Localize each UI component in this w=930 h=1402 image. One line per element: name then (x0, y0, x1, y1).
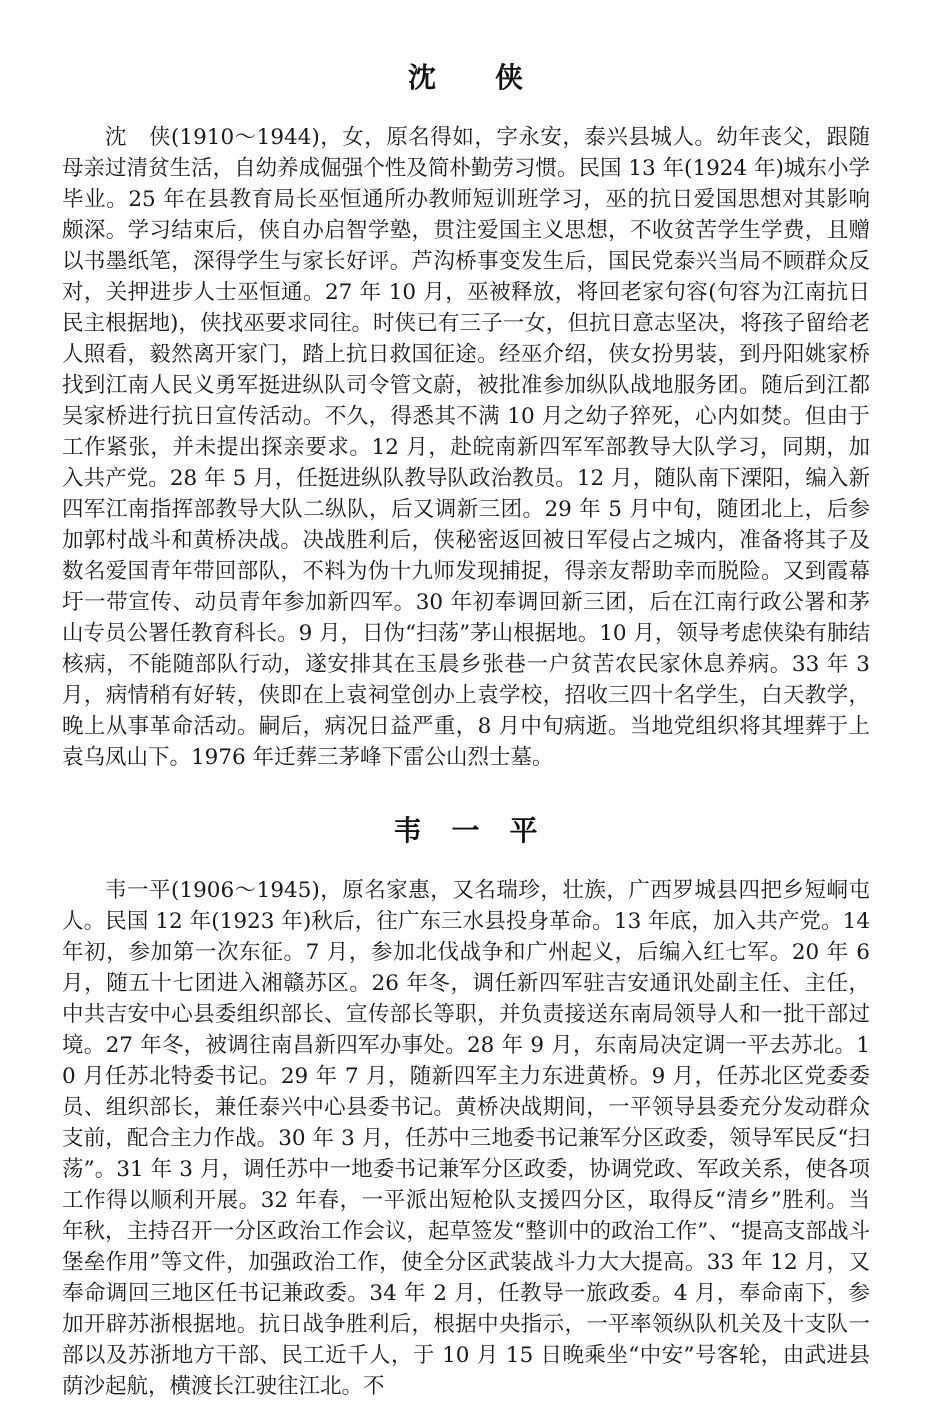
entry-title-shen-xia: 沈 侠 (407, 61, 524, 94)
entry-body-wei-yiping: 韦一平(1906～1945)，原名家惠，又名瑞珍，壮族，广西罗城县四把乡短峒屯人。民国 12 年(1923 年)秋后，往广东三水县投身革命。13 年底，加入共产党。14 年初，参加第一次东征。7 月，参加北伐战争和广州起义，后编入红七军。20 年 6 月，随五十七团进入湘赣苏区。26 年冬，调任新四军驻吉安通讯处副主任、主任，中共吉安中心县委组织部长、宣传部长等职，并负责接送东南局领导人和一批干部过境。27 年冬，被调往南昌新四军办事处。28 年 9 月，东南局决定调一平去苏北。10 月任苏北特委书记。29 年 7 月，随新四军主力东进黄桥。9 月，任苏北区党委委员、组织部长，兼任泰兴中心县委书记。黄桥决战期间，一平领导县委充分发动群众支前，配合主力作战。30 年 3 月，任苏中三地委书记兼军分区政委，领导军民反“扫荡”。31 年 3 月，调任苏中一地委书记兼军分区政委，协调党政、军政关系，使各项工作得以顺利开展。32 年春，一平派出短枪队支援四分区，取得反“清乡”胜利。当年秋，主持召开一分区政治工作会议，起草签发“整训中的政治工作”、“提高支部战斗堡垒作用”等文件，加强政治工作，使全分区武装战斗力大大提高。33 年 12 月，又奉命调回三地区任书记兼政委。34 年 2 月，任教导一旅政委。4 月，奉命南下，参加开辟苏浙根据地。抗日战争胜利后，根据中央指示，一平率领纵队机关及十支队一部以及苏浙地方干部、民工近千人，于 10 月 15 日晚乘坐“中安”号客轮，由武进县荫沙起航，横渡长江驶往江北。不 (62, 878, 870, 1399)
entry-title-wei-yiping: 韦 一 平 (393, 814, 539, 847)
entry-body-shen-xia: 沈 侠(1910～1944)，女，原名得如，字永安，泰兴县城人。幼年丧父，跟随母亲过清贫生活，自幼养成倔强个性及简朴勤劳习惯。民国 13 年(1924 年)城东小学毕业。25 年在县教育局长巫恒通所办教师短训班学习，巫的抗日爱国思想对其影响颇深。学习结束后，侠自办启智学塾，贯注爱国主义思想，不收贫苦学生学费，且赠以书墨纸笔，深得学生与家长好评。芦沟桥事变发生后，国民党泰兴当局不顾群众反对，关押进步人士巫恒通。27 年 10 月，巫被释放，将回老家句容(句容为江南抗日民主根据地)，侠找巫要求同往。时侠已有三子一女，但抗日意志坚决，将孩子留给老人照看，毅然离开家门，踏上抗日救国征途。经巫介绍，侠女扮男装，到丹阳姚家桥找到江南人民义勇军挺进纵队司令管文蔚，被批准参加纵队战地服务团。随后到江都吴家桥进行抗日宣传活动。不久，得悉其不满 10 月之幼子猝死，心内如焚。但由于工作紧张，并未提出探亲要求。12 月，赴皖南新四军军部教导大队学习，同期，加入共产党。28 年 5 月，任挺进纵队教导队政治教员。12 月，随队南下溧阳，编入新四军江南指挥部教导大队二纵队，后又调新三团。29 年 5 月中旬，随团北上，后参加郭村战斗和黄桥决战。决战胜利后，侠秘密返回被日军侵占之城内，准备将其子及数名爱国青年带回部队，不料为伪十九师发现捕捉，得亲友帮助幸而脱险。又到霞幕圩一带宣传、动员青年参加新四军。30 年初奉调回新三团，后在江南行政公署和茅山专员公署任教育科长。9 月，日伪“扫荡”茅山根据地。10 月，领导考虑侠染有肺结核病，不能随部队行动，遂安排其在玉晨乡张巷一户贫苦农民家休息养病。33 年 3 月，病情稍有好转，侠即在上袁祠堂创办上袁学校，招收三四十名学生，白天教学，晚上从事革命活动。嗣后，病况日益严重，8 月中旬病逝。当地党组织将其埋葬于上袁乌凤山下。1976 年迁葬三茅峰下雷公山烈士墓。 (62, 125, 870, 770)
